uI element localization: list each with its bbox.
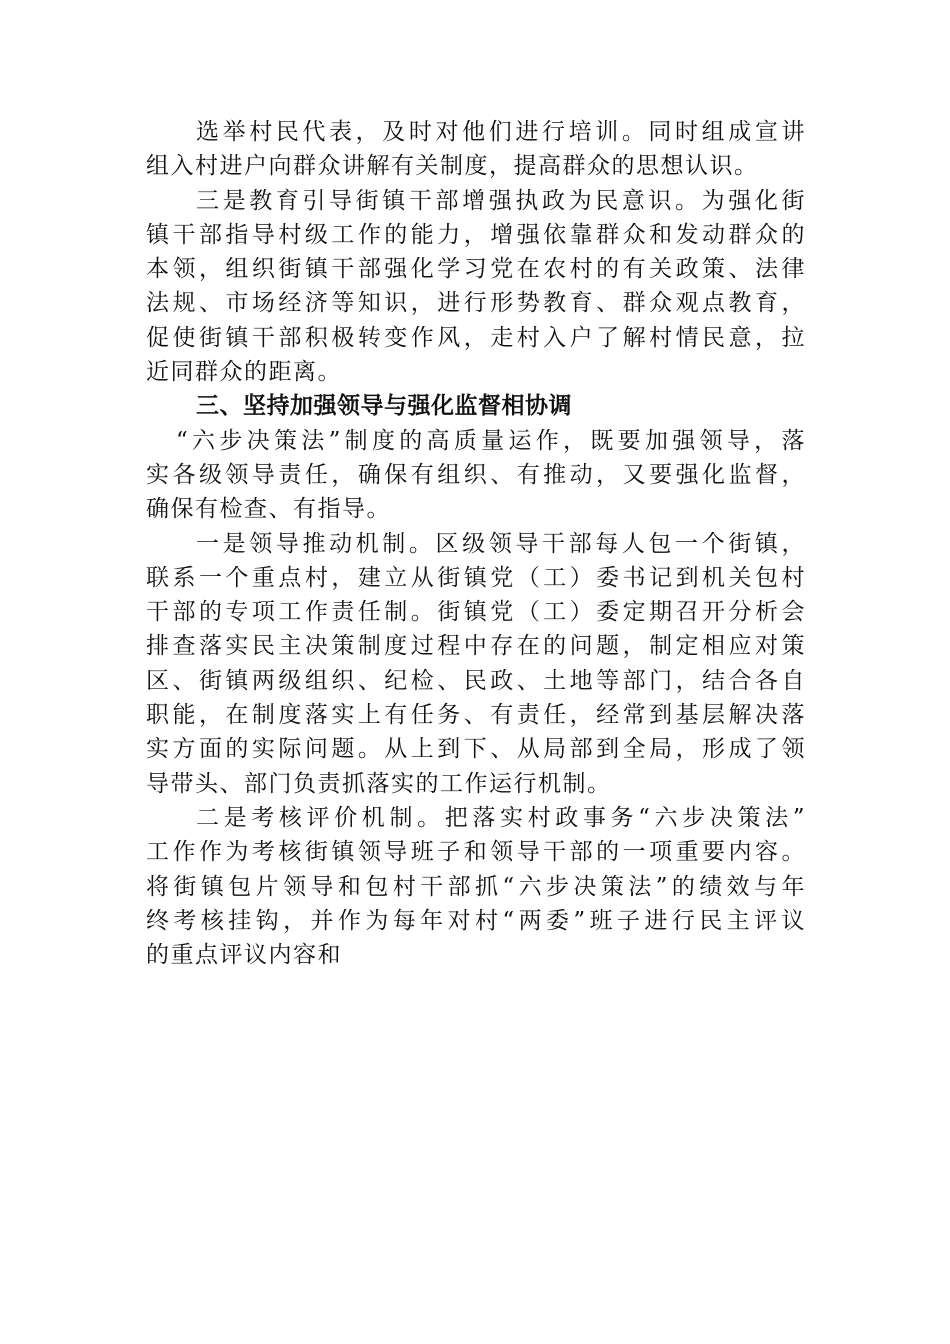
text-line: 组入村进户向群众讲解有关制度，提高群众的思想认识。 bbox=[146, 153, 759, 180]
document-page bbox=[146, 115, 806, 972]
text-line: 实方面的实际问题。从上到下、从局部到全局，形成了领 bbox=[146, 736, 806, 763]
text-line: 干部的专项工作责任制。街镇党（工）委定期召开分析会 bbox=[146, 599, 806, 626]
text-line: 实各级领导责任，确保有组织、有推动，又要强化监督， bbox=[146, 461, 806, 488]
paragraph-start-line: 二是考核评价机制。把落实村政事务“六步决策法” bbox=[196, 804, 806, 831]
paragraph-start-line: 一是领导推动机制。区级领导干部每人包一个街镇， bbox=[196, 530, 806, 557]
text-line: 排查落实民主决策制度过程中存在的问题，制定相应对策 bbox=[146, 633, 806, 660]
paragraph-start-line: 三是教育引导街镇干部增强执政为民意识。为强化街 bbox=[196, 187, 806, 214]
text-line: 镇干部指导村级工作的能力，增强依靠群众和发动群众的 bbox=[146, 221, 806, 248]
text-line: 终考核挂钩，并作为每年对村“两委”班子进行民主评议 bbox=[146, 907, 806, 934]
text-line: 近同群众的距离。 bbox=[146, 359, 342, 386]
text-line: 选举村民代表，及时对他们进行培训。同时组成宣讲 bbox=[196, 119, 806, 145]
text-line: 工作作为考核街镇领导班子和领导干部的一项重要内容。 bbox=[146, 839, 806, 866]
text-line: 确保有检查、有指导。 bbox=[146, 496, 391, 523]
text-line: 区、街镇两级组织、纪检、民政、土地等部门，结合各自 bbox=[146, 667, 806, 694]
section-heading: 三、坚持加强领导与强化监督相协调 bbox=[196, 393, 572, 420]
text-line: 的重点评议内容和 bbox=[146, 942, 342, 969]
text-line: 职能，在制度落实上有任务、有责任，经常到基层解决落 bbox=[146, 702, 806, 729]
text-line: 导带头、部门负责抓落实的工作运行机制。 bbox=[146, 770, 612, 797]
text-line: 本领，组织街镇干部强化学习党在农村的有关政策、法律 bbox=[146, 256, 806, 283]
text-line: 将街镇包片领导和包村干部抓“六步决策法”的绩效与年 bbox=[146, 873, 806, 900]
text-line: 促使街镇干部积极转变作风，走村入户了解村情民意，拉 bbox=[146, 324, 806, 351]
text-line: 法规、市场经济等知识，进行形势教育、群众观点教育， bbox=[146, 290, 806, 317]
paragraph-start-line: “六步决策法”制度的高质量运作，既要加强领导，落 bbox=[176, 427, 806, 454]
text-line: 联系一个重点村，建立从街镇党（工）委书记到机关包村 bbox=[146, 564, 806, 591]
